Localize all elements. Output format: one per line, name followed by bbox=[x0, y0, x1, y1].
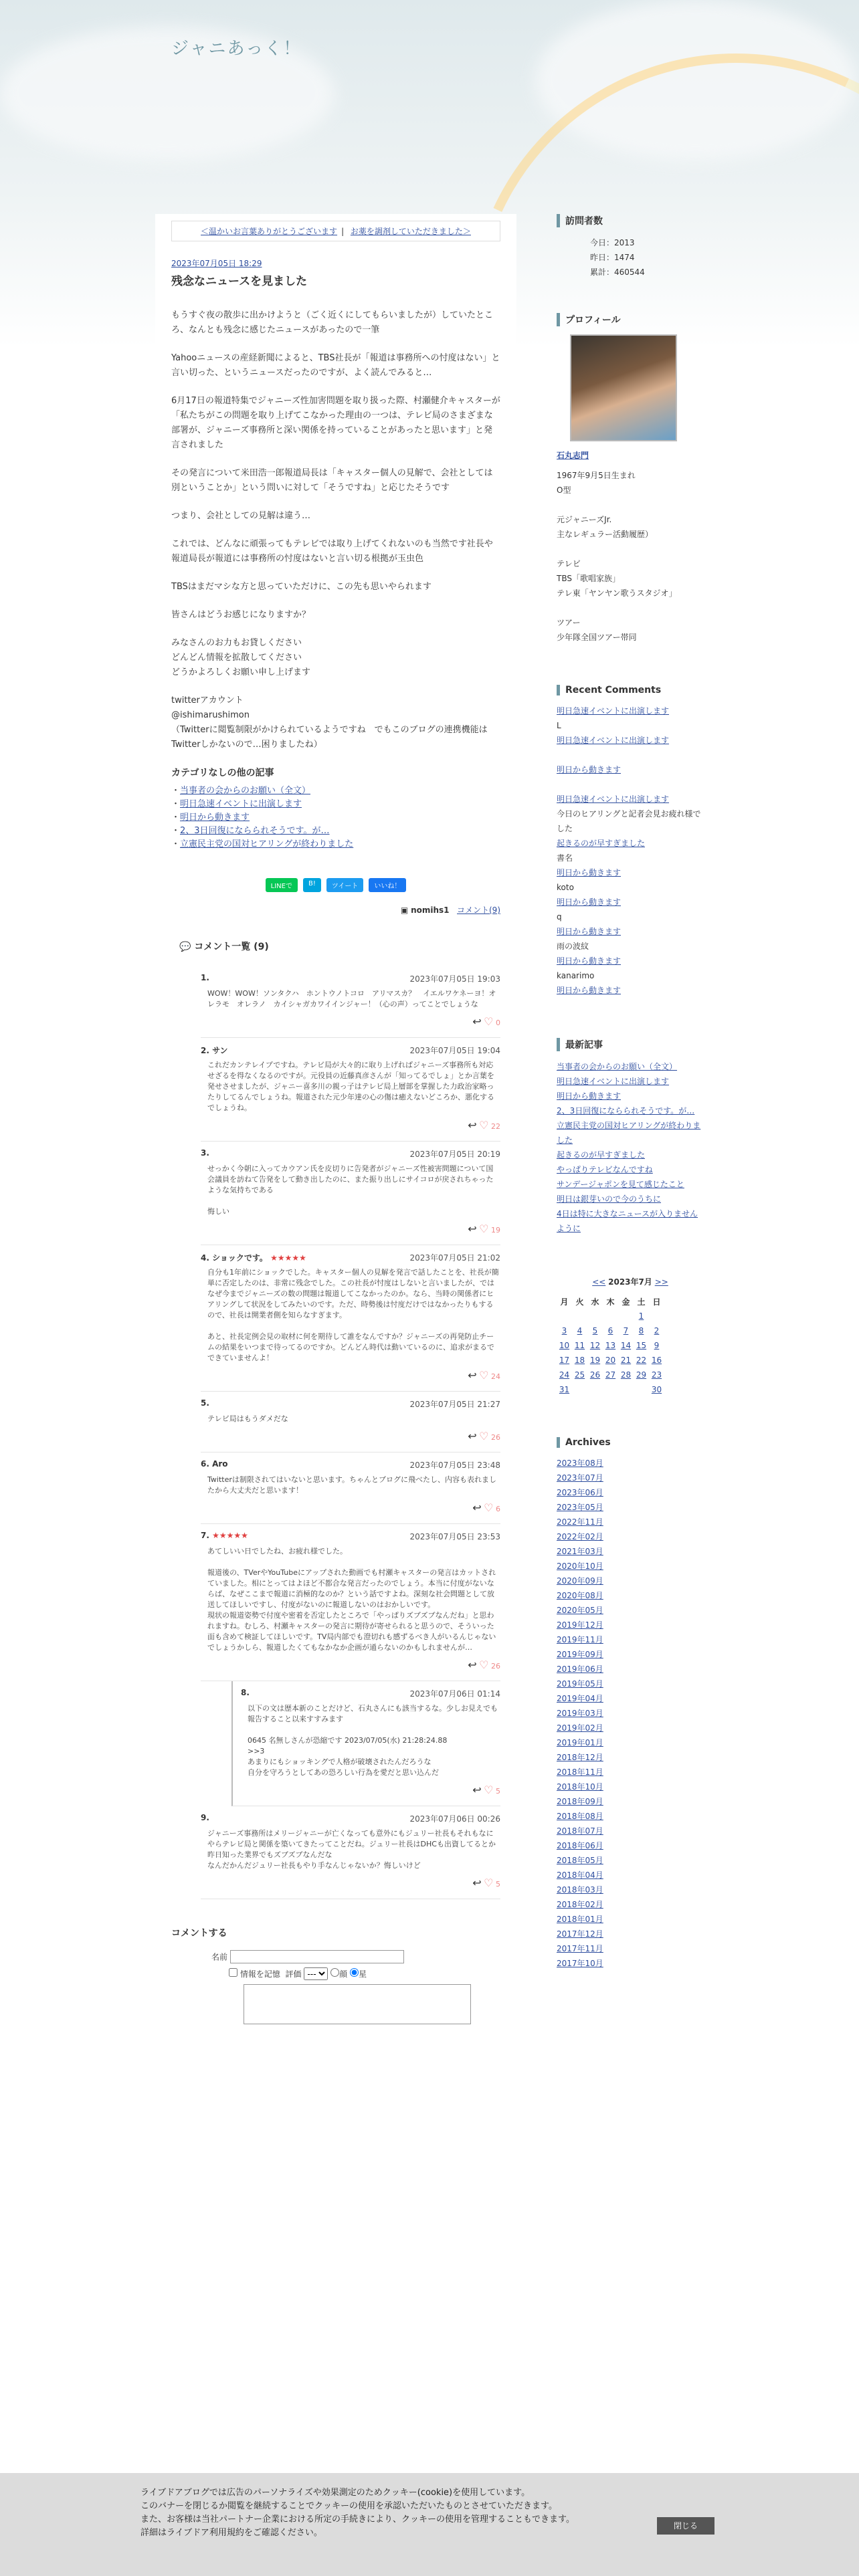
archives-heading: Archives bbox=[557, 1437, 704, 1448]
latest-post-link[interactable]: 当事者の会からのお願い（全文） bbox=[557, 1062, 678, 1071]
like-count: 24 bbox=[488, 1372, 500, 1381]
comment-header bbox=[201, 1045, 500, 1056]
archive-link[interactable]: 2019年09月 bbox=[557, 1650, 603, 1659]
latest-post-link[interactable]: 4日は特に大きなニュースが入りませんように bbox=[557, 1209, 698, 1233]
face-label: 顔 bbox=[339, 1969, 348, 1979]
cookie-text-line: ライブドアブログでは広告のパーソナライズや効果測定のためクッキー(cookie)を使用しています。 bbox=[140, 2488, 531, 2498]
comment-name: 1. bbox=[201, 973, 209, 982]
hatena-share-button[interactable]: B! bbox=[303, 878, 321, 892]
recent-comment-author: q bbox=[557, 912, 562, 922]
archive-link[interactable]: 2018年06月 bbox=[557, 1841, 603, 1850]
archive-link[interactable]: 2018年12月 bbox=[557, 1753, 603, 1762]
comments-heading bbox=[179, 940, 500, 953]
comment-time: 2023年07月06日 01:14 bbox=[409, 1689, 500, 1699]
archive-link[interactable]: 2019年12月 bbox=[557, 1620, 603, 1630]
comment-body: 自分も1年前にショックでした。キャスター個人の見解を発言で話したことを、社長が簡単に否定したのは、非常に残念でした。この社長が忖度はしないと言いましたが、ではなぜ今までジャニーズの数の問題は報道してこなかったのか。なら、当時の関係者にヒアリングして状況をしてみたいのです。ただ、時勢後は忖度だけではなかったりもするので、社長は開業者側を知らなすぎます。 あと、社長定例会見の取材に何を期待して誰をなんですか？ジャニーズの再発防止チームの結果をいつまで待ってるのですか。どんどん時代は動いているのに、追求がまるでできていませんよ！ bbox=[207, 1268, 499, 1362]
calendar-dow: 木 bbox=[606, 1297, 615, 1307]
star-radio[interactable] bbox=[350, 1968, 359, 1977]
comment-item bbox=[201, 966, 500, 1038]
profile-line: ツアー bbox=[557, 618, 581, 627]
profile-line: 元ジャニーズJr. bbox=[557, 515, 612, 524]
calendar-day[interactable]: 23 bbox=[651, 1370, 662, 1380]
calendar-day bbox=[572, 1309, 587, 1323]
category-item: ・立憲民主党の国対ヒアリングが終わりました bbox=[171, 839, 354, 849]
post-paragraph: 皆さんはどうお感じになりますか？ bbox=[171, 610, 311, 620]
comment-item bbox=[231, 1681, 500, 1806]
reply-icon[interactable]: ↩ bbox=[472, 1501, 482, 1514]
comment-actions bbox=[201, 1369, 500, 1382]
face-radio[interactable] bbox=[330, 1968, 339, 1977]
heart-icon[interactable]: ♡ bbox=[484, 1784, 494, 1796]
post-meta bbox=[171, 904, 500, 916]
profile-box bbox=[557, 313, 704, 645]
calendar-day[interactable]: 28 bbox=[620, 1370, 632, 1380]
heart-icon[interactable]: ♡ bbox=[479, 1222, 489, 1235]
calendar bbox=[557, 1276, 704, 1397]
comment-actions bbox=[201, 1430, 500, 1442]
calendar-day[interactable]: 8 bbox=[638, 1326, 644, 1335]
latest-post-link[interactable]: 立憲民主党の国対ヒアリングが終わりました bbox=[557, 1121, 701, 1145]
calendar-day bbox=[603, 1382, 618, 1397]
reply-icon[interactable]: ↩ bbox=[472, 1784, 482, 1796]
like-count: 5 bbox=[493, 1880, 500, 1889]
fb-like-button[interactable]: いいね！ bbox=[369, 878, 406, 892]
comment-item bbox=[201, 1038, 500, 1142]
comment-time: 2023年07月05日 21:27 bbox=[409, 1400, 500, 1409]
post-paragraph: Yahooニュースの産経新聞によると、TBS社長が「報道は事務所への忖度はない」と言い切った、というニュースだったのですが、よく読んでみると… bbox=[171, 353, 500, 378]
cookie-detail[interactable]: 詳細はライブドア利用規約をご確認ください。 bbox=[140, 2528, 322, 2538]
profile-line bbox=[557, 542, 704, 556]
recent-comment-author bbox=[557, 748, 704, 762]
remember-label: 情報を記憶 bbox=[240, 1969, 280, 1979]
calendar-dow: 水 bbox=[591, 1297, 599, 1307]
category-item: ・明日急速イベントに出演します bbox=[171, 799, 302, 809]
calendar-day[interactable]: 14 bbox=[620, 1341, 632, 1350]
archive-link[interactable]: 2023年05月 bbox=[557, 1503, 603, 1512]
calendar-day[interactable]: 18 bbox=[574, 1356, 585, 1365]
profile-line: 1967年9月5日生まれ bbox=[557, 471, 636, 480]
comment-actions bbox=[201, 1015, 500, 1028]
rating-stars: ★★★★★ bbox=[267, 1253, 306, 1263]
calendar-dow: 月 bbox=[560, 1297, 569, 1307]
recent-comment-author: kanarimo bbox=[557, 971, 595, 980]
category-item: ・当事者の会からのお願い（全文） bbox=[171, 786, 311, 796]
visits-box bbox=[557, 214, 704, 280]
post-navigation: ＜温かいお言葉ありがとうございます | お薬を調剤していただきました＞ bbox=[171, 221, 500, 241]
post-paragraph: みなさんのお力もお貸しください どんどん情報を拡散してください どうかよろしくお願い申し上げます bbox=[171, 638, 311, 677]
calendar-day[interactable]: 3 bbox=[561, 1326, 567, 1335]
calendar-day[interactable]: 19 bbox=[589, 1356, 601, 1365]
calendar-day[interactable]: 24 bbox=[559, 1370, 570, 1380]
calendar-grid bbox=[557, 1294, 664, 1397]
category-list bbox=[171, 784, 500, 851]
archive-link[interactable]: 2020年08月 bbox=[557, 1591, 603, 1600]
calendar-day bbox=[572, 1382, 587, 1397]
comment-name: 7. ★★★★★ bbox=[201, 1531, 248, 1540]
comment-time: 2023年07月05日 19:03 bbox=[409, 974, 500, 984]
calendar-day[interactable]: 29 bbox=[636, 1370, 647, 1380]
comment-header bbox=[201, 1148, 500, 1160]
calendar-day[interactable]: 21 bbox=[620, 1356, 632, 1365]
calendar-day[interactable]: 25 bbox=[574, 1370, 585, 1380]
cookie-text-line: また、お客様は当社パートナー企業における所定の手続きにより、クッキーの使用を管理することもできます。 bbox=[140, 2514, 575, 2525]
archive-link[interactable]: 2018年01月 bbox=[557, 1915, 603, 1924]
cookie-text-line: このバナーを閉じるか閲覧を継続することでクッキーの使用を承認いただいたものとさせていただきます。 bbox=[140, 2501, 557, 2511]
recent-comment-author: 今日のヒアリングと記者会見お疲れ様でした bbox=[557, 809, 701, 833]
archive-link[interactable]: 2019年11月 bbox=[557, 1635, 603, 1644]
calendar-day[interactable]: 11 bbox=[574, 1341, 585, 1350]
archive-link[interactable]: 2019年06月 bbox=[557, 1665, 603, 1674]
comment-form bbox=[171, 1926, 500, 2024]
author-name[interactable]: nomihs1 bbox=[411, 905, 450, 915]
comment-body: 以下の文は歴本新のことだけど、石丸さんにも該当するな。少しお見えでも報告すること以来すすみます 0645 名無しさんが恐縮です 2023/07/05(水) 21:28:24.88 >>3 あまりにもショッキングで人格が破壊されたんだろうな 自分を守ろうとしてあの恐ろしい行為を愛だと思い込んだ bbox=[248, 1704, 498, 1777]
reply-icon[interactable]: ↩ bbox=[468, 1658, 477, 1671]
comment-name: 4. ショックです。 ★★★★★ bbox=[201, 1253, 306, 1263]
recent-comment-author: L bbox=[557, 721, 561, 730]
like-count: 6 bbox=[493, 1505, 500, 1513]
archive-link[interactable]: 2020年05月 bbox=[557, 1606, 603, 1615]
comment-name: 6. Aro bbox=[201, 1459, 228, 1469]
comment-actions bbox=[201, 1501, 500, 1514]
archives-box bbox=[557, 1437, 704, 1971]
latest-post-link[interactable]: 明日急速イベントに出演します bbox=[557, 1077, 670, 1086]
post-title: 残念なニュースを見ました bbox=[171, 275, 308, 288]
category-link[interactable]: 立憲民主党の国対ヒアリングが終わりました bbox=[180, 839, 354, 849]
calendar-day[interactable]: 31 bbox=[559, 1385, 570, 1394]
archive-link[interactable]: 2023年07月 bbox=[557, 1473, 603, 1483]
calendar-title: 2023年7月 bbox=[608, 1277, 652, 1287]
profile-heading: プロフィール bbox=[557, 313, 704, 326]
recent-comment-link[interactable]: 明日急速イベントに出演します bbox=[557, 794, 670, 804]
calendar-dow: 金 bbox=[622, 1297, 630, 1307]
archive-link[interactable]: 2018年07月 bbox=[557, 1826, 603, 1836]
comment-time: 2023年07月05日 23:48 bbox=[409, 1461, 500, 1470]
comment-name: 8. bbox=[241, 1688, 250, 1697]
post-paragraph: 6月17日の報道特集でジャニーズ性加害問題を取り扱った際、村瀬健介キャスターが「私たちがこの問題を取り上げてこなかった理由の一つは、テレビ局のさまざまな部署が、ジャニーズ事務所と深い関係を持っていることがあったと思います」と発言されました bbox=[171, 396, 500, 450]
calendar-dow: 日 bbox=[652, 1297, 661, 1307]
recent-comment-author bbox=[557, 777, 704, 792]
comment-name: 5. bbox=[201, 1398, 209, 1408]
like-count: 5 bbox=[493, 1787, 500, 1796]
post-date[interactable]: 2023年07月05日 18:29 bbox=[171, 259, 262, 268]
like-count: 26 bbox=[488, 1433, 500, 1442]
latest-post-link[interactable]: やっぱりテレビなんですね bbox=[557, 1165, 653, 1174]
sidebar bbox=[557, 214, 704, 2011]
remember-checkbox[interactable] bbox=[229, 1968, 237, 1977]
latest-post-link[interactable]: 明日から動きます bbox=[557, 1091, 622, 1101]
calendar-day[interactable]: 15 bbox=[636, 1341, 647, 1350]
name-input[interactable] bbox=[230, 1950, 404, 1963]
like-count: 19 bbox=[488, 1226, 500, 1235]
latest-post-link[interactable]: 明日は銀芽いので今のうちに bbox=[557, 1194, 662, 1204]
post-paragraph: これでは、どんなに頑張ってもテレビでは取り上げてくれないのも当然です社長や報道局長が報道には事務所の忖度はないと言い切る根拠が玉虫色 bbox=[171, 539, 493, 564]
calendar-day[interactable]: 4 bbox=[577, 1326, 583, 1335]
calendar-day[interactable]: 10 bbox=[559, 1341, 570, 1350]
comment-time: 2023年07月05日 21:02 bbox=[409, 1253, 500, 1263]
archive-link[interactable]: 2019年03月 bbox=[557, 1709, 603, 1718]
calendar-day[interactable]: 2 bbox=[654, 1326, 660, 1335]
rating-select[interactable] bbox=[304, 1967, 328, 1980]
archive-link[interactable]: 2019年02月 bbox=[557, 1723, 603, 1733]
calendar-day[interactable]: 13 bbox=[605, 1341, 616, 1350]
recent-comments-box bbox=[557, 685, 704, 998]
comment-item bbox=[201, 1245, 500, 1392]
comment-textarea[interactable] bbox=[244, 1984, 471, 2024]
archive-link[interactable]: 2023年06月 bbox=[557, 1488, 603, 1497]
like-count: 22 bbox=[488, 1122, 500, 1131]
rating-stars: ★★★★★ bbox=[209, 1531, 248, 1540]
recent-comment-link[interactable]: 明日から動きます bbox=[557, 868, 622, 877]
category-item: ・明日から動きます bbox=[171, 813, 250, 823]
comment-header bbox=[201, 973, 500, 984]
visits-total: 累計：460544 bbox=[590, 267, 645, 277]
archive-link[interactable]: 2023年08月 bbox=[557, 1459, 603, 1468]
reply-icon[interactable]: ↩ bbox=[468, 1430, 477, 1442]
comment-item bbox=[201, 1142, 500, 1245]
archive-link[interactable]: 2018年11月 bbox=[557, 1767, 603, 1777]
comment-header bbox=[201, 1459, 500, 1471]
profile-line: TBS「歌唱家族」 bbox=[557, 574, 620, 583]
name-label: 名前 bbox=[211, 1952, 228, 1962]
comment-form-heading: コメントする bbox=[171, 1928, 227, 1939]
line-share-button[interactable]: LINEで bbox=[266, 878, 298, 892]
post-paragraph: つまり、会社としての見解は違う… bbox=[171, 511, 311, 521]
comment-item bbox=[201, 1453, 500, 1524]
recent-comment-link[interactable]: 起きるのが早すぎました bbox=[557, 839, 646, 848]
archive-link[interactable]: 2018年04月 bbox=[557, 1870, 603, 1880]
comment-item bbox=[201, 1806, 500, 1899]
comments-heading-text: コメント一覧 (9) bbox=[194, 942, 269, 952]
post-paragraph: twitterアカウント @ishimarushimon （Twitterに閲覧制限がかけられているようですね でもこのブログの連携機能はTwitterしかないので…困りましたね） bbox=[171, 695, 488, 750]
comment-header bbox=[201, 1813, 500, 1824]
heart-icon[interactable]: ♡ bbox=[479, 1369, 489, 1382]
comment-name: 2. サン bbox=[201, 1046, 228, 1055]
recent-comment-author: 雨の波紋 bbox=[557, 942, 589, 951]
calendar-day[interactable]: 26 bbox=[589, 1370, 601, 1380]
calendar-day[interactable]: 7 bbox=[623, 1326, 629, 1335]
comment-header bbox=[201, 1531, 500, 1542]
comment-actions bbox=[241, 1784, 500, 1796]
calendar-day[interactable]: 17 bbox=[559, 1356, 570, 1365]
archive-link[interactable]: 2022年02月 bbox=[557, 1532, 603, 1541]
heart-icon[interactable]: ♡ bbox=[484, 1501, 494, 1514]
calendar-day bbox=[557, 1309, 572, 1323]
reply-icon[interactable]: ↩ bbox=[468, 1119, 477, 1132]
calendar-day[interactable]: 22 bbox=[636, 1356, 647, 1365]
comment-time: 2023年07月05日 20:19 bbox=[409, 1150, 500, 1159]
calendar-day bbox=[618, 1382, 634, 1397]
next-post-link[interactable]: お薬を調剤していただきました＞ bbox=[350, 227, 471, 236]
comment-list bbox=[171, 966, 500, 1899]
heart-icon[interactable]: ♡ bbox=[479, 1119, 489, 1132]
recent-comment-link[interactable]: 明日から動きます bbox=[557, 927, 622, 936]
latest-post-link[interactable]: 起きるのが早すぎました bbox=[557, 1150, 646, 1160]
post-paragraph: もうすぐ夜の散歩に出かけようと（ごく近くにしてもらいましたが）していたところ、なんとも残念に感じたニュースがあったので一筆 bbox=[171, 310, 494, 335]
latest-post-link[interactable]: サンデージャポンを見て感じたこと bbox=[557, 1180, 684, 1189]
archive-link[interactable]: 2020年09月 bbox=[557, 1576, 603, 1586]
category-link[interactable]: 当事者の会からのお願い（全文） bbox=[180, 786, 311, 796]
archive-link[interactable]: 2022年11月 bbox=[557, 1517, 603, 1527]
post-body bbox=[171, 308, 500, 752]
latest-posts-box bbox=[557, 1038, 704, 1236]
comment-name: 3. bbox=[201, 1148, 209, 1158]
post-paragraph: その発言について米田浩一郎報道局長は「キャスター個人の見解で、会社としては別ということか」という問いに対して「そうですね」と応じたそうです bbox=[171, 468, 493, 493]
calendar-day[interactable]: 1 bbox=[638, 1311, 644, 1321]
rating-label: 評価 bbox=[285, 1969, 302, 1979]
profile-line bbox=[557, 498, 704, 512]
comment-count-link[interactable]: コメント(9) bbox=[457, 905, 500, 915]
calendar-day[interactable]: 16 bbox=[651, 1356, 662, 1365]
comment-item bbox=[201, 1524, 500, 1681]
prev-post-link[interactable]: ＜温かいお言葉ありがとうございます bbox=[201, 227, 338, 236]
reply-icon[interactable]: ↩ bbox=[468, 1222, 477, 1235]
calendar-day[interactable]: 12 bbox=[589, 1341, 601, 1350]
visits-heading: 訪問者数 bbox=[557, 214, 704, 227]
archive-link[interactable]: 2019年04月 bbox=[557, 1694, 603, 1703]
avatar[interactable] bbox=[570, 334, 677, 441]
calendar-day bbox=[587, 1309, 603, 1323]
profile-line: テレ東「ヤンヤン歌うスタジオ」 bbox=[557, 588, 677, 598]
site-title[interactable]: ジャニあっく！ bbox=[171, 39, 302, 59]
visits-yesterday: 昨日：1474 bbox=[590, 253, 635, 262]
profile-line: テレビ bbox=[557, 559, 581, 568]
author-icon: ▣ bbox=[400, 905, 409, 915]
share-buttons bbox=[171, 878, 500, 892]
comment-time: 2023年07月05日 23:53 bbox=[409, 1532, 500, 1541]
comment-time: 2023年07月06日 00:26 bbox=[409, 1814, 500, 1824]
comment-actions bbox=[201, 1222, 500, 1235]
archive-link[interactable]: 2017年10月 bbox=[557, 1959, 603, 1968]
calendar-day[interactable]: 5 bbox=[592, 1326, 598, 1335]
recent-comment-link[interactable]: 明日から動きます bbox=[557, 956, 622, 966]
reply-icon[interactable]: ↩ bbox=[472, 1015, 482, 1028]
calendar-dow: 土 bbox=[637, 1297, 646, 1307]
cookie-close-button[interactable]: 閉じる bbox=[657, 2517, 714, 2535]
archive-link[interactable]: 2021年03月 bbox=[557, 1547, 603, 1556]
comment-body: ジャニーズ事務所はメリージャニーが亡くなっても意外にもジュリー社長もそれもなにやらテレビ局と関係を築いてきたってことだね。ジュリー社長はDHCも出資してるとか昨日知った業界でもズブズブなんだな なんだかんだジュリー社長もやり手なんじゃないか？悔しいけど bbox=[207, 1829, 496, 1870]
category-item: ・2、3日回復にならられそうです。が… bbox=[171, 826, 330, 836]
heart-icon[interactable]: ♡ bbox=[479, 1658, 489, 1671]
calendar-next[interactable]: >> bbox=[654, 1277, 668, 1287]
comment-body: あてしいい日でしたね、お疲れ様でした。 報道後の、TVerやYouTubeにアップされた動画でも村瀬キャスターの発言はカットされていました。相にとってはよほど不都合な発言だったのでしょう。本当に付度がないならば、なぜここまで報道に消極的なのか？という話ですよね。深刻な社会問題として放送してほしいですし、付度がないのに報道しないのはおかしいです。 現状の報道姿勢で付度や密着を否定したところで「やっぱりズブズブなんだね」と思われますね。むしろ、村瀬キャスターの発言に期待が寄せられると思うので、そういった面も含めて検証してほしいです。TV局内部でも澄切れも感ずるべき人がいるんじゃないでしょうかしら、報道したくてもなかなか企画が通らないのかもしれませんが… bbox=[207, 1547, 496, 1652]
recent-comments-heading: Recent Comments bbox=[557, 685, 704, 695]
comment-body: テレビ局はもうダメだな bbox=[207, 1414, 288, 1423]
archive-link[interactable]: 2018年09月 bbox=[557, 1797, 603, 1806]
comment-time: 2023年07月05日 19:04 bbox=[409, 1046, 500, 1055]
recent-comment-author: 書名 bbox=[557, 853, 573, 863]
comment-body: Twitterは制限されてはいないと思います。ちゃんとブログに飛べたし、内容も表れましたから大丈夫だと思います！ bbox=[207, 1475, 496, 1495]
profile-line: 主なレギュラー活動履歴） bbox=[557, 530, 654, 539]
comment-header bbox=[201, 1398, 500, 1410]
category-link[interactable]: 明日から動きます bbox=[180, 813, 250, 823]
profile-line bbox=[557, 601, 704, 615]
main-column bbox=[155, 214, 516, 2051]
calendar-day bbox=[649, 1309, 664, 1323]
profile-line: 少年隊全国ツアー帯同 bbox=[557, 633, 637, 642]
calendar-day bbox=[634, 1382, 649, 1397]
archive-link[interactable]: 2018年02月 bbox=[557, 1900, 603, 1909]
like-count: 26 bbox=[488, 1662, 500, 1671]
calendar-day[interactable]: 20 bbox=[605, 1356, 616, 1365]
recent-comment-link[interactable]: 明日から動きます bbox=[557, 897, 622, 907]
visits-today: 今日：2013 bbox=[590, 238, 635, 247]
profile-name[interactable]: 石丸志門 bbox=[557, 451, 589, 460]
calendar-day[interactable]: 27 bbox=[605, 1370, 616, 1380]
reply-icon[interactable]: ↩ bbox=[468, 1369, 477, 1382]
calendar-day bbox=[603, 1309, 618, 1323]
reply-icon[interactable]: ↩ bbox=[472, 1876, 482, 1889]
comment-actions bbox=[201, 1119, 500, 1132]
archive-link[interactable]: 2020年10月 bbox=[557, 1562, 603, 1571]
comment-header bbox=[201, 1252, 500, 1263]
recent-comment-link[interactable]: 明日から動きます bbox=[557, 765, 622, 774]
latest-post-link[interactable]: 2、3日回復にならられそうです。が… bbox=[557, 1106, 695, 1115]
heart-icon[interactable]: ♡ bbox=[484, 1015, 494, 1028]
category-heading: カテゴリなしの他の記事 bbox=[171, 768, 274, 778]
comment-body: これだカンテレイプですね。テレビ局が大々的に取り上げればジャニーズ事務所も対応せざるを得なくなるのですが。元役員の近藤真彦さんが「知ってるでしょ」とか言葉を発せさせましたが、ジャニー喜多川の親っ子はテレビ局上層部を掌握した力政治家略ったりしてるんでしょうね。報道された元少年達の心の傷は癒えないどころか、悪化するでしょうね。 bbox=[207, 1061, 494, 1112]
archive-link[interactable]: 2018年05月 bbox=[557, 1856, 603, 1865]
post-paragraph: TBSはまだマシな方と思っていただけに、この先も思いやられます bbox=[171, 582, 432, 592]
archive-link[interactable]: 2018年03月 bbox=[557, 1885, 603, 1895]
like-count: 0 bbox=[493, 1018, 500, 1027]
comment-actions bbox=[201, 1876, 500, 1889]
star-label: 星 bbox=[359, 1969, 367, 1979]
calendar-day[interactable]: 30 bbox=[651, 1385, 662, 1394]
tweet-button[interactable]: ツイート bbox=[326, 878, 364, 892]
archive-link[interactable]: 2019年01月 bbox=[557, 1738, 603, 1747]
comment-item bbox=[201, 1392, 500, 1453]
heart-icon[interactable]: ♡ bbox=[484, 1876, 494, 1889]
archive-link[interactable]: 2017年11月 bbox=[557, 1944, 603, 1953]
recent-comment-author: koto bbox=[557, 883, 574, 892]
comment-bubble-icon: 💬 bbox=[179, 942, 191, 952]
calendar-prev[interactable]: << bbox=[592, 1277, 606, 1287]
calendar-day[interactable]: 6 bbox=[607, 1326, 613, 1335]
latest-posts-heading: 最新記事 bbox=[557, 1038, 704, 1051]
comment-body: せっかく今朝に入ってカウアン氏を皮切りに告発者がジャニーズ性被害問題について国会議員を訪ねて告発をして動き出したのに、また振り出しにサイコロが戻されちゃったような気持ちである 悔しい bbox=[207, 1164, 494, 1216]
recent-comment-link[interactable]: 明日急速イベントに出演します bbox=[557, 706, 670, 716]
recent-comment-link[interactable]: 明日から動きます bbox=[557, 986, 622, 995]
calendar-day[interactable]: 9 bbox=[654, 1341, 660, 1350]
profile-line: O型 bbox=[557, 486, 571, 495]
archive-link[interactable]: 2019年05月 bbox=[557, 1679, 603, 1689]
archive-link[interactable]: 2018年08月 bbox=[557, 1812, 603, 1821]
calendar-day bbox=[587, 1382, 603, 1397]
category-link[interactable]: 明日急速イベントに出演します bbox=[180, 799, 302, 809]
category-link[interactable]: 2、3日回復にならられそうです。が… bbox=[180, 826, 330, 836]
archive-link[interactable]: 2017年12月 bbox=[557, 1929, 603, 1939]
comment-actions bbox=[201, 1658, 500, 1671]
cookie-banner bbox=[0, 2473, 859, 2576]
calendar-day bbox=[618, 1309, 634, 1323]
comment-name: 9. bbox=[201, 1813, 209, 1822]
heart-icon[interactable]: ♡ bbox=[479, 1430, 489, 1442]
recent-comment-link[interactable]: 明日急速イベントに出演します bbox=[557, 736, 670, 745]
archive-link[interactable]: 2018年10月 bbox=[557, 1782, 603, 1792]
comment-body: WOW！WOW！ソンタクハ ホントウノトコロ アリマスカ？ イエルワケネーヨ！オレラモ オレラノ カイシャガカワイインジャー！（心の声）ってことでしょうな bbox=[207, 989, 496, 1008]
comment-header bbox=[241, 1688, 500, 1699]
calendar-dow: 火 bbox=[575, 1297, 584, 1307]
